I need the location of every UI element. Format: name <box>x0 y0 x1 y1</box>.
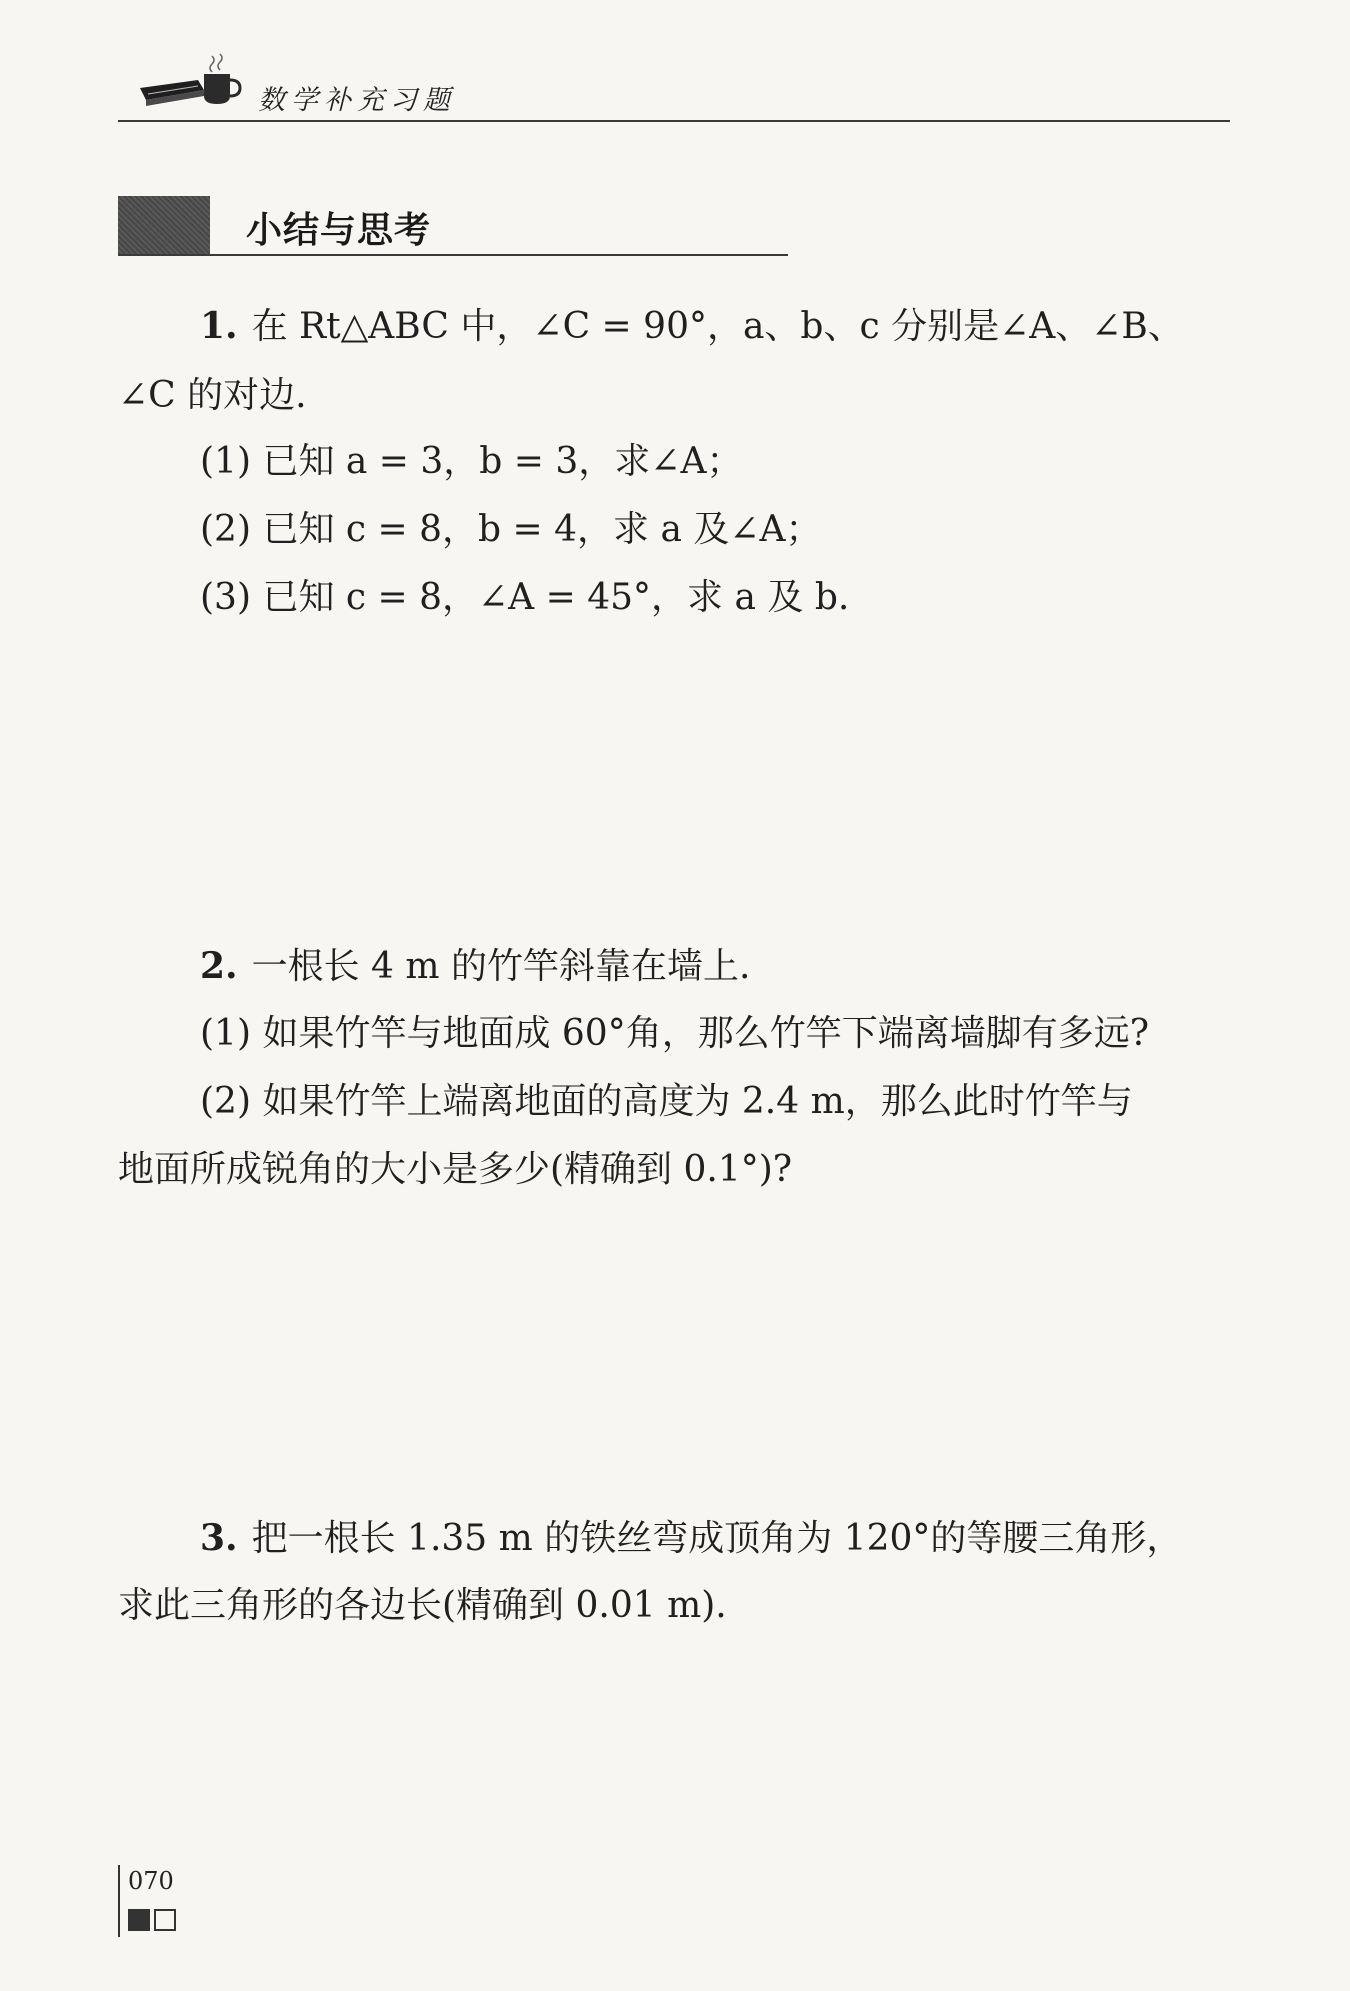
section-marker-block <box>118 196 210 254</box>
problem-1-part-1: (1) 已知 a = 3，b = 3，求∠A； <box>200 441 743 482</box>
footer-bar <box>118 1865 120 1937</box>
filled-square-icon <box>128 1909 150 1931</box>
problem-3-line-2: 求此三角形的各边长(精确到 0.01 m). <box>118 1585 727 1626</box>
problem-2-part-1: (1) 如果竹竿与地面成 60°角，那么竹竿下端离墙脚有多远? <box>200 1013 1149 1054</box>
footer-squares <box>128 1909 188 1935</box>
problem-2-part-2-cont: 地面所成锐角的大小是多少(精确到 0.1°)? <box>118 1149 793 1190</box>
problem-2-line-1: 2. 一根长 4 m 的竹竿斜靠在墙上. <box>200 945 751 987</box>
problem-1-number: 1. <box>200 305 238 347</box>
empty-square-icon <box>154 1909 176 1931</box>
page-number: 070 <box>128 1867 174 1895</box>
header-title: 数学补充习题 <box>258 85 456 116</box>
section-title: 小结与思考 <box>246 210 432 251</box>
section-rule <box>118 254 788 256</box>
section-heading <box>118 196 788 256</box>
page-header <box>118 40 1228 120</box>
header-rule <box>118 120 1230 122</box>
problem-1-part-2: (2) 已知 c = 8，b = 4，求 a 及∠A； <box>200 509 822 550</box>
problem-2-part-2: (2) 如果竹竿上端离地面的高度为 2.4 m，那么此时竹竿与 <box>200 1081 1133 1122</box>
problem-3-line-1: 3. 把一根长 1.35 m 的铁丝弯成顶角为 120°的等腰三角形， <box>200 1517 1183 1559</box>
problem-1-line-2: ∠C 的对边. <box>118 375 307 416</box>
book-and-cup-icon <box>138 52 248 108</box>
problem-1-part-3: (3) 已知 c = 8，∠A = 45°，求 a 及 b. <box>200 577 850 618</box>
problem-1-line-1: 1. 在 Rt△ABC 中，∠C = 90°，a、b、c 分别是∠A、∠B、 <box>200 305 1184 347</box>
problem-2-number: 2. <box>200 945 238 987</box>
problem-3-number: 3. <box>200 1517 238 1559</box>
page-footer <box>118 1865 208 1945</box>
